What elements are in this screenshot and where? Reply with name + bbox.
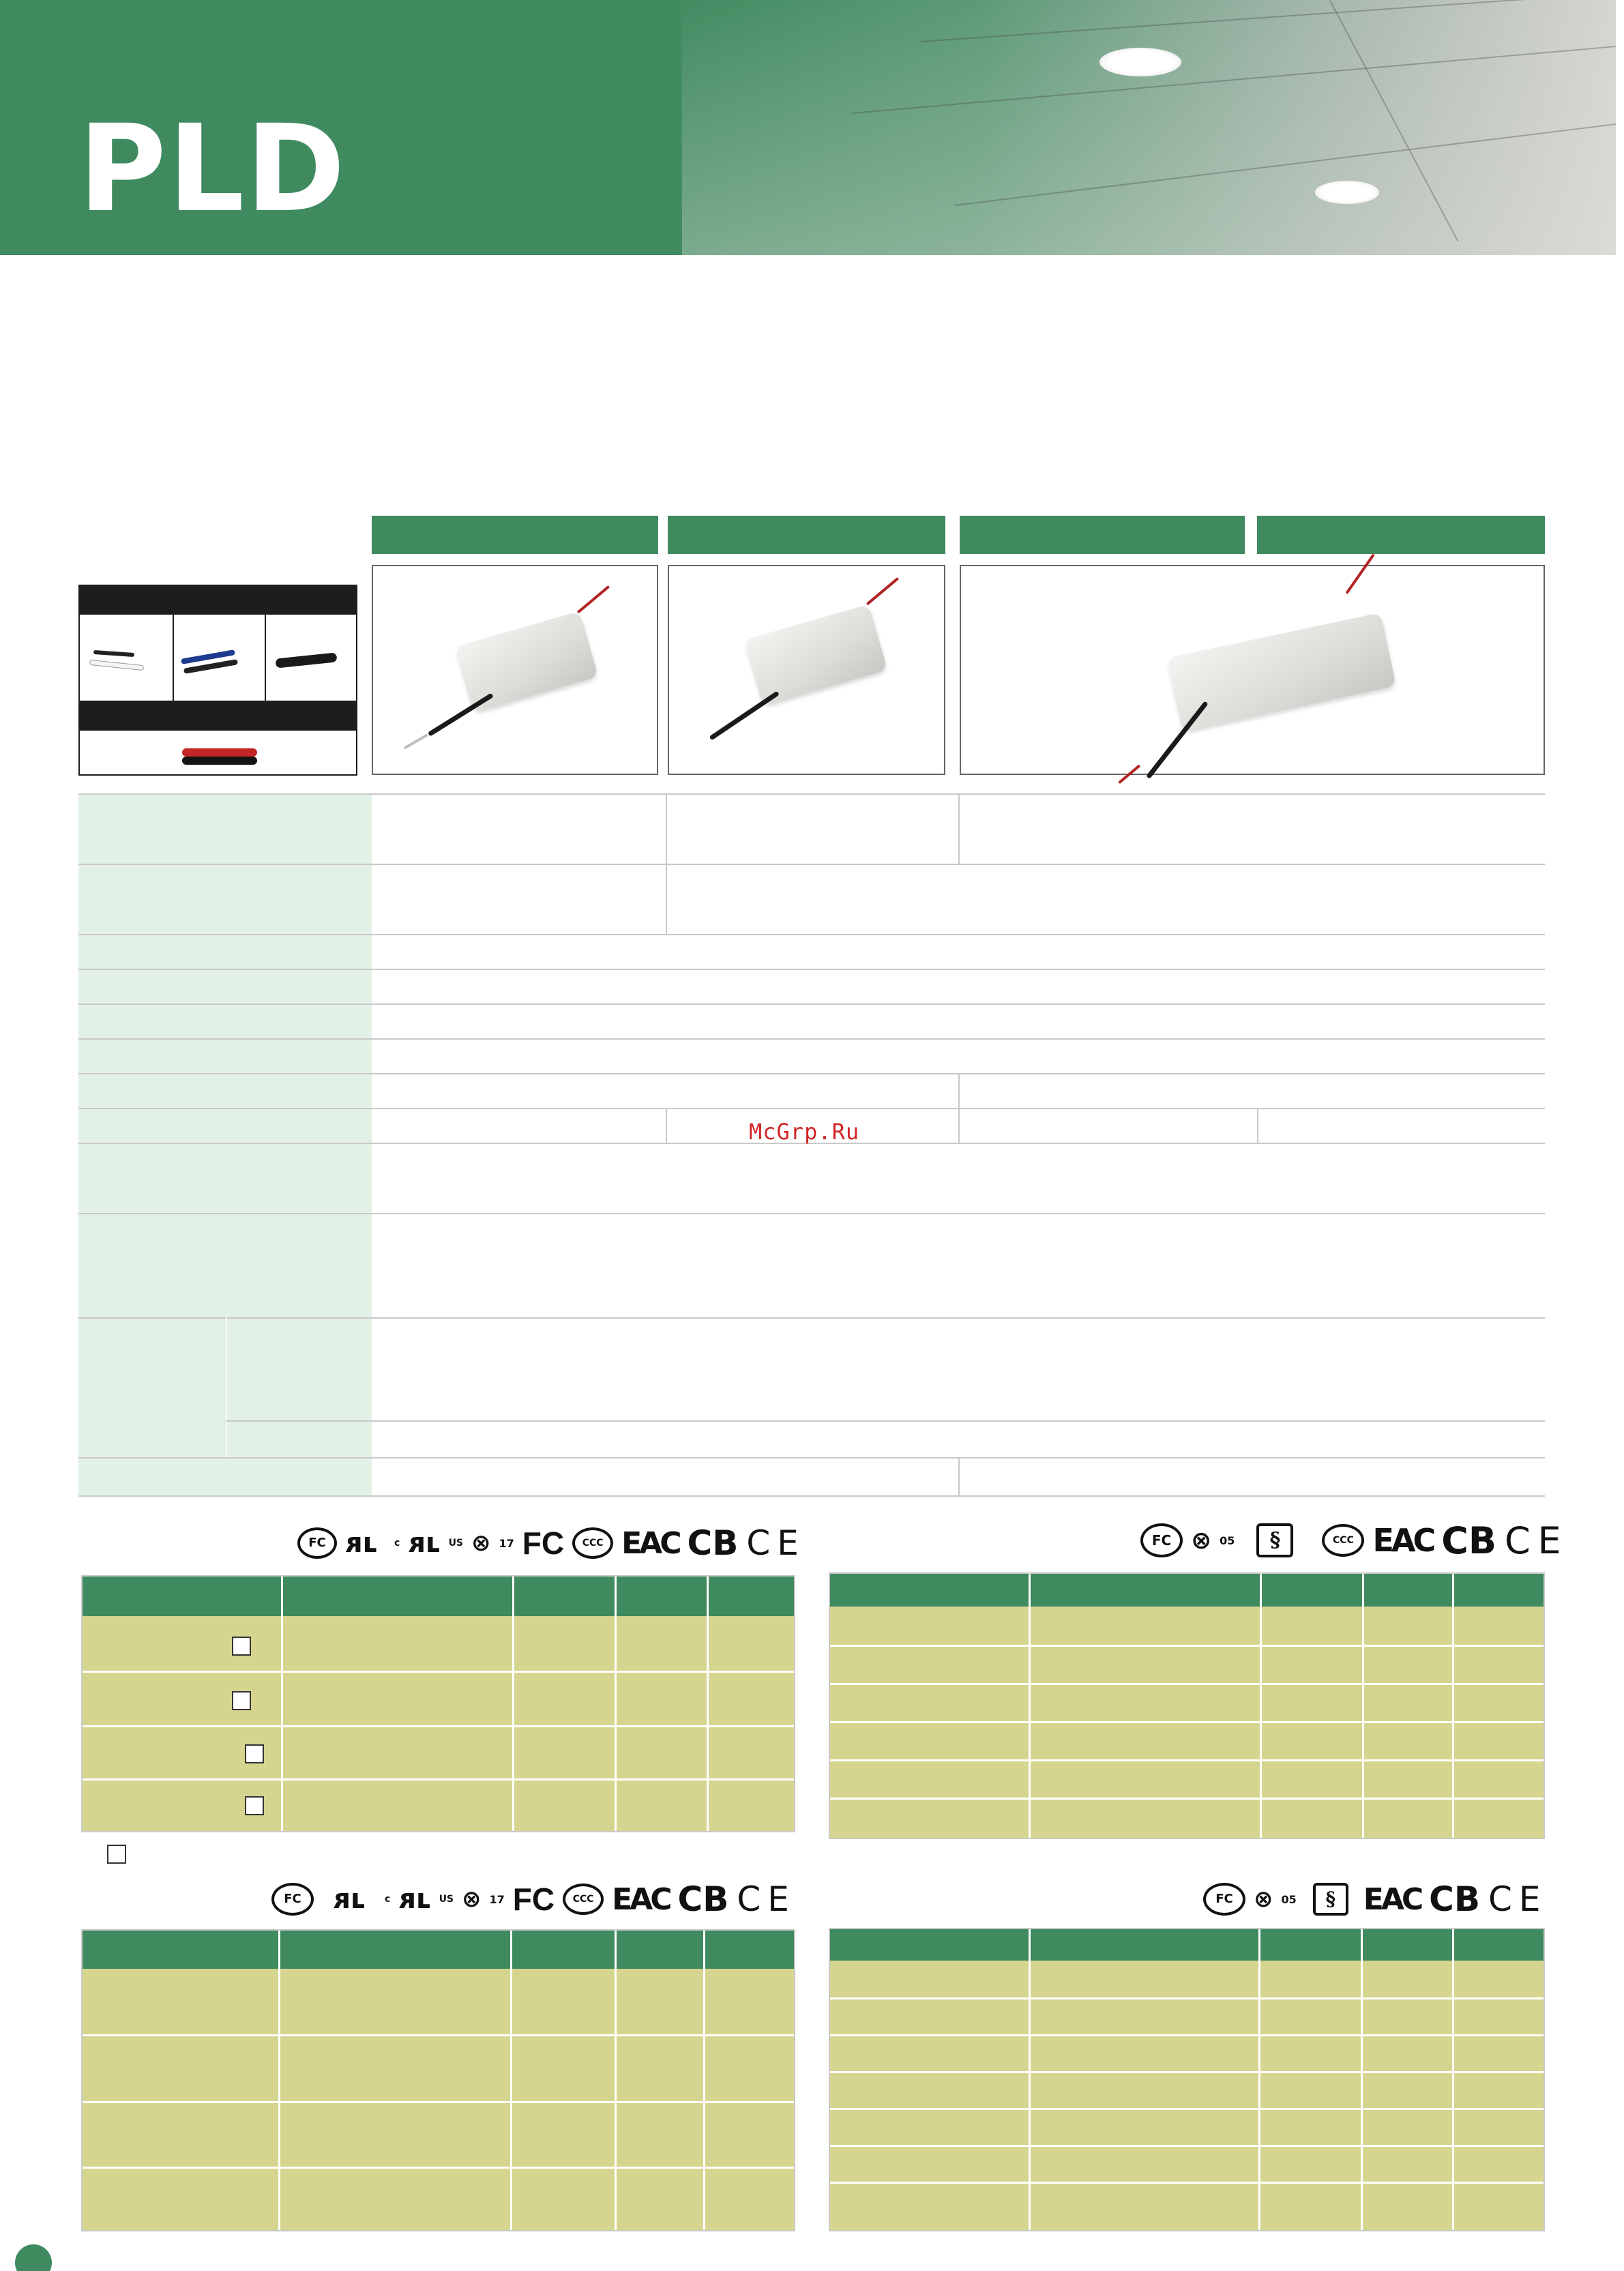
spec-label-11a: [227, 1319, 372, 1420]
spec-label-10: [78, 1214, 372, 1317]
ctick-number: 05: [1281, 1892, 1297, 1906]
cb-icon: CB: [687, 1523, 739, 1563]
column-header-2: [668, 516, 945, 554]
cb-icon: CB: [1441, 1519, 1497, 1562]
ccc-icon: CCC: [563, 1884, 604, 1915]
spec-label-11b: [227, 1422, 372, 1457]
banner-edge: [1616, 0, 1624, 255]
cul-prefix: c: [394, 1538, 400, 1549]
pfc-icon: FC: [1203, 1883, 1245, 1916]
checkbox[interactable]: [232, 1691, 251, 1710]
spec-label-9: [78, 1144, 372, 1213]
ctick-number: 05: [1220, 1534, 1235, 1547]
cul-icon: ᴙʟ: [408, 1527, 441, 1559]
fcc-icon: FC: [522, 1525, 565, 1561]
model-table-b: [829, 1572, 1545, 1839]
spec-label-5: [78, 1005, 372, 1038]
black-wire: [182, 757, 257, 765]
cul-us: US: [439, 1894, 454, 1905]
eac-icon: EAC: [1372, 1522, 1434, 1559]
cert-marks-4: [1203, 1879, 1540, 1920]
ctick-icon: ⊗: [1191, 1526, 1212, 1555]
ul-icon: ᴙʟ: [345, 1527, 378, 1559]
spec-label-3: [78, 935, 372, 969]
pfc-icon: FC: [1140, 1523, 1183, 1557]
cert-marks-1: [297, 1523, 799, 1564]
column-header-1: [372, 516, 658, 554]
column-header-4: [1257, 516, 1545, 554]
model-table-c: [81, 1929, 795, 2231]
checkbox[interactable]: [245, 1796, 264, 1815]
cb-icon: CB: [677, 1879, 729, 1919]
red-wire: [182, 748, 257, 757]
spec-label-12: [78, 1459, 372, 1495]
ce-icon: C E: [1488, 1879, 1541, 1919]
ceiling-light: [1315, 181, 1379, 204]
model-table-a: [81, 1575, 795, 1832]
spec-label-8: [78, 1109, 372, 1143]
ce-icon: C E: [737, 1879, 789, 1919]
product-photo-3: [960, 565, 1545, 775]
spec-label-4: [78, 970, 372, 1003]
spec-label-2: [78, 865, 372, 934]
watermark: McGrp.Ru: [749, 1119, 860, 1145]
safety-s-icon: §: [1313, 1883, 1348, 1916]
fcc-icon: FC: [512, 1881, 555, 1917]
pfc-icon: FC: [271, 1883, 314, 1916]
cable-cell-3: [266, 615, 357, 701]
product-photo-2: [668, 565, 945, 775]
spec-label-7: [78, 1074, 372, 1108]
checkbox[interactable]: [245, 1744, 264, 1763]
spec-label-1: [78, 795, 372, 864]
product-photo-1: [372, 565, 658, 775]
ccc-icon: CCC: [1322, 1524, 1364, 1557]
cable-cell-1: [80, 615, 174, 701]
column-header-3: [960, 516, 1245, 554]
cul-prefix: c: [385, 1894, 391, 1905]
spec-label-6: [78, 1040, 372, 1073]
cb-icon: CB: [1429, 1879, 1480, 1919]
cert-marks-2: [1140, 1519, 1561, 1562]
eac-icon: EAC: [1363, 1881, 1421, 1917]
ceiling-photo: [682, 0, 1624, 255]
model-table-d: [829, 1928, 1545, 2231]
ccc-icon: CCC: [572, 1527, 613, 1559]
ctick-icon: ⊗: [471, 1529, 491, 1557]
legend-header-bar-2: [80, 701, 356, 731]
eac-icon: EAC: [621, 1525, 679, 1561]
note-checkbox[interactable]: [107, 1845, 126, 1864]
cul-icon: ᴙʟ: [398, 1884, 431, 1915]
ul-icon: ᴙʟ: [333, 1884, 366, 1915]
ctick-number: 17: [489, 1892, 505, 1906]
ce-icon: C E: [1505, 1519, 1561, 1562]
page-marker-dot: [15, 2244, 52, 2271]
ctick-icon: ⊗: [1254, 1886, 1273, 1913]
cable-cell-2: [174, 615, 266, 701]
pfc-icon: FC: [297, 1527, 337, 1559]
checkbox[interactable]: [232, 1637, 251, 1656]
ctick-number: 17: [499, 1536, 514, 1550]
cable-types-legend: [78, 585, 357, 776]
spec-label-11-group: [78, 1319, 226, 1457]
ce-icon: C E: [746, 1523, 799, 1563]
safety-s-icon: §: [1256, 1523, 1293, 1557]
eac-icon: EAC: [612, 1881, 670, 1917]
cul-us: US: [448, 1538, 464, 1549]
ceiling-light: [1099, 48, 1181, 76]
page-title: PLD: [78, 99, 347, 239]
legend-header-bar: [80, 586, 356, 615]
cert-marks-3: [271, 1879, 789, 1920]
ctick-icon: ⊗: [462, 1886, 482, 1913]
